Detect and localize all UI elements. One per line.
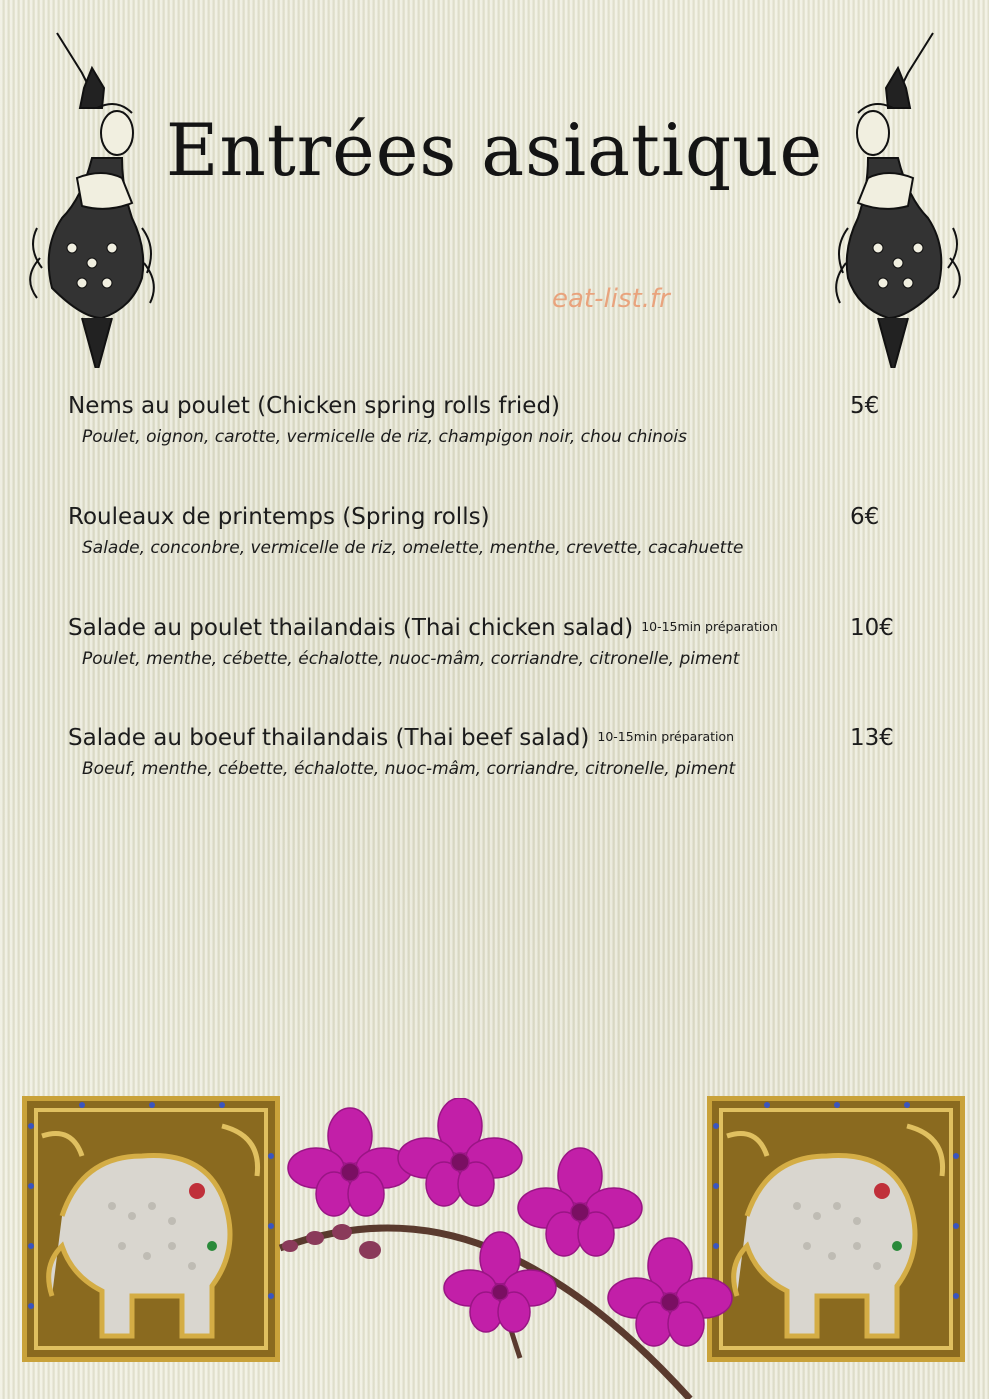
- thai-dancer-icon: [22, 28, 162, 368]
- item-description: Boeuf, menthe, cébette, échalotte, nuoc-mâm, corriandre, citronelle, piment: [82, 759, 736, 779]
- orchid-flower-icon: [270, 1098, 740, 1399]
- item-price: 6€: [850, 504, 880, 530]
- item-description: Poulet, menthe, cébette, échalotte, nuoc-mâm, corriandre, citronelle, piment: [82, 649, 740, 669]
- item-description: Poulet, oignon, carotte, vermicelle de riz, champigon noir, chou chinois: [82, 427, 687, 447]
- item-name: Salade au poulet thailandais (Thai chicken salad) 10-15min préparation: [68, 615, 778, 641]
- item-description: Salade, conconbre, vermicelle de riz, omelette, menthe, crevette, cacahuette: [82, 538, 744, 558]
- item-price: 10€: [850, 615, 894, 641]
- golden-elephant-panel-icon: [22, 1096, 280, 1362]
- thai-dancer-icon: [828, 28, 968, 368]
- item-name: Nems au poulet (Chicken spring rolls fried): [68, 393, 561, 419]
- item-note: 10-15min préparation: [641, 619, 778, 634]
- item-name: Salade au boeuf thailandais (Thai beef salad) 10-15min préparation: [68, 725, 735, 751]
- watermark: eat-list.fr: [552, 284, 670, 314]
- item-price: 5€: [850, 393, 880, 419]
- item-note: 10-15min préparation: [597, 729, 735, 744]
- page-title: Entrées asiatique: [165, 108, 824, 192]
- item-price: 13€: [850, 725, 894, 751]
- item-name: Rouleaux de printemps (Spring rolls): [68, 504, 490, 530]
- golden-elephant-panel-icon: [707, 1096, 965, 1362]
